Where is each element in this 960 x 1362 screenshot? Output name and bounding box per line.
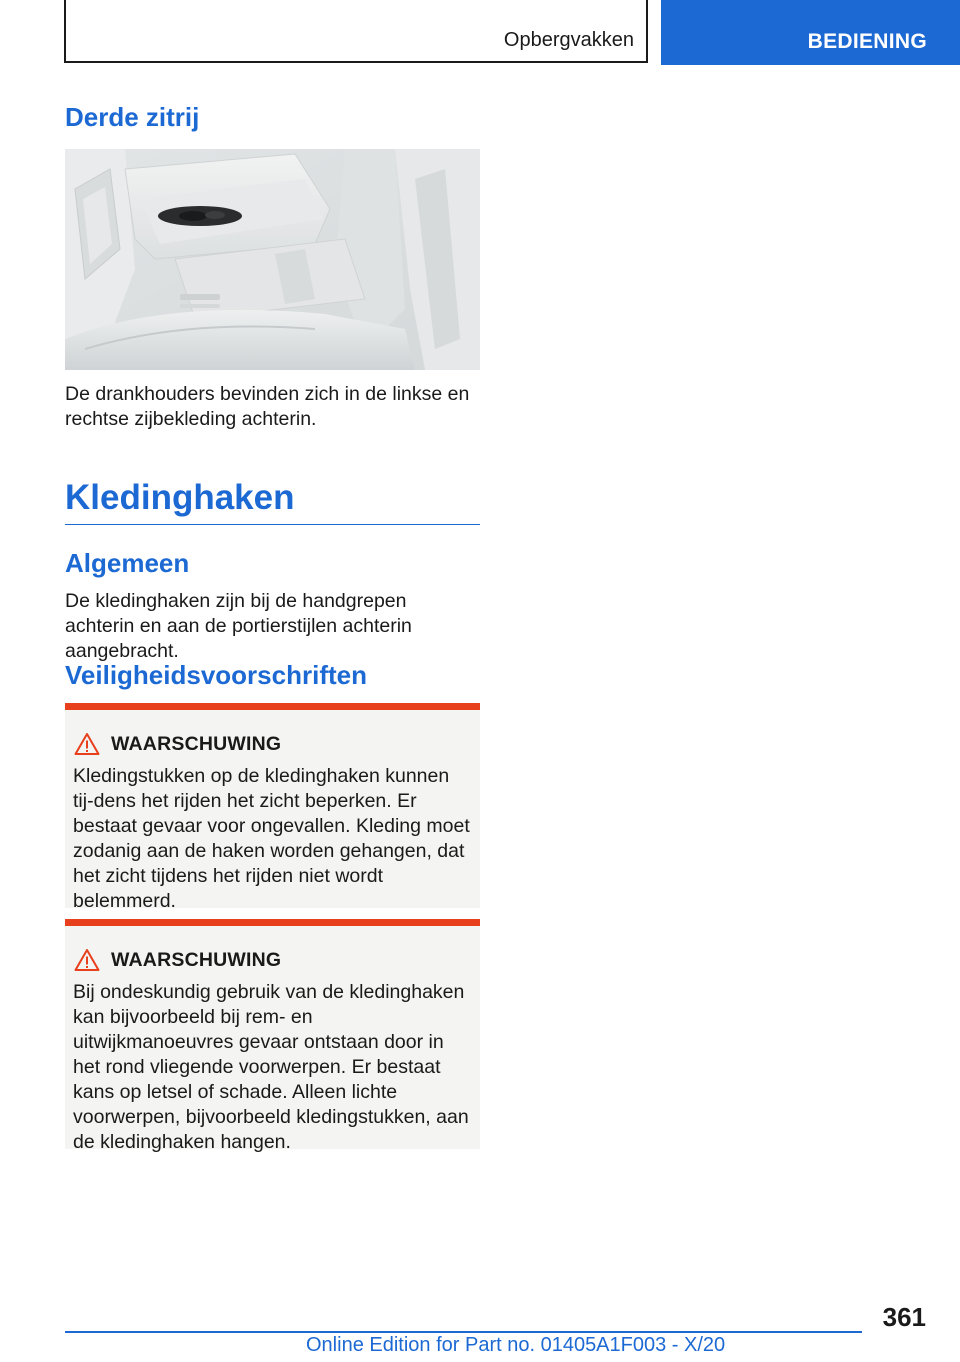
warning-triangle-icon (74, 948, 100, 972)
warning-triangle-icon (74, 732, 100, 756)
page-number: 361 (882, 1302, 926, 1332)
heading-kledinghaken: Kledinghaken (65, 478, 480, 525)
footer-edition: Online Edition for Part no. 01405A1F003 - X/20 (306, 1334, 726, 1356)
cupholder-caption: De drankhouders bevinden zich in de linkse en rechtse zijbekleding achterin. (65, 383, 470, 430)
header-chapter-title: BEDIENING (807, 30, 927, 53)
header-chapter-tab (661, 0, 960, 65)
heading-algemeen: Algemeen (65, 548, 190, 578)
cupholder-photo (65, 149, 480, 370)
header-section-box (64, 0, 648, 63)
header-section-title: Opbergvakken (503, 29, 634, 51)
heading-derde-zitrij: Derde zitrij (65, 102, 200, 132)
heading-veiligheidsvoorschriften: Veiligheidsvoorschriften (65, 660, 367, 690)
algemeen-text: De kledinghaken zijn bij de handgrepen achterin en aan de portierstijlen achterin aangebracht. (65, 590, 412, 662)
footer-divider (65, 1331, 862, 1333)
warning-title-1: WAARSCHUWING (111, 732, 282, 755)
warning-title-2: WAARSCHUWING (111, 948, 282, 971)
warning-text-2: Bij ondeskundig gebruik van de kledinghaken kan bijvoorbeeld bij rem- en uitwijkmanoeuvres gevaar ontstaan door in het rond vliegende voorwerpen. Er bestaat kans op letsel of schade. Alleen lichte voorwerpen, bijvoorbeeld kledingstukken, aan de kledinghaken hangen. (73, 981, 469, 1153)
warning-box-1 (65, 703, 480, 912)
warning-box-2 (65, 919, 480, 1153)
warning-text-1: Kledingstukken op de kledinghaken kunnen tij-dens het rijden het zicht beperken. Er bestaat gevaar voor ongevallen. Kleding moet zodanig aan de haken worden gehangen, dat het zicht tijdens het rijden niet wordt belemmerd. (73, 765, 470, 912)
